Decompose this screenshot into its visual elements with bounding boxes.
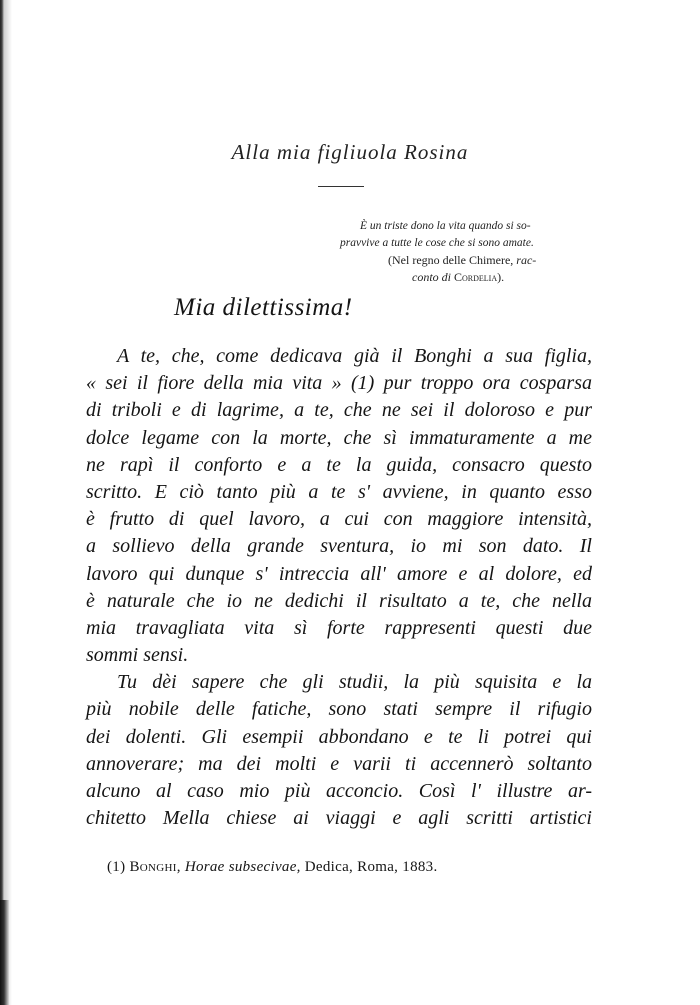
body-line: Tu dèi sapere che gli studii, la più squisita e la <box>117 671 592 694</box>
epigraph-source-line2 <box>388 269 600 286</box>
footnote-marker: (1) <box>107 859 130 875</box>
body-line: alcuno al caso mio più acconcio. Così l' illustre ar- <box>86 780 592 802</box>
epigraph-line: pravvive a tutte le cose che si sono amate. <box>340 237 534 249</box>
body-line: è naturale che io ne dedichi il risultato a te, che nella <box>86 589 592 612</box>
footnote-separator: , <box>176 859 185 875</box>
body-line: di triboli e di lagrime, a te, che ne sei il doloroso e pur <box>86 399 592 422</box>
body-line: è frutto di quel lavoro, a cui con maggiore intensità, <box>86 508 592 531</box>
epigraph-source-line2-italic: conto di <box>412 270 454 284</box>
body-line: più nobile delle fatiche, sono stati sempre il rifugio <box>86 698 592 721</box>
body-line: « sei il fiore della mia vita » (1) pur troppo ora cosparsa <box>86 372 592 395</box>
footnote-author: Bonghi <box>129 859 177 875</box>
body-text <box>86 343 592 832</box>
body-line: A te, che, come dedicava già il Bonghi a sua figlia, <box>117 345 592 367</box>
epigraph <box>340 218 600 286</box>
epigraph-source-prefix: (Nel regno delle Chimere, <box>388 253 517 267</box>
page-binding-edge-bottom <box>0 900 10 1005</box>
dedication-title: Alla mia figliuola Rosina <box>231 140 469 164</box>
epigraph-source-author: Cordelia <box>454 270 498 284</box>
body-line: mia travagliata vita sì forte rappresenti questi due <box>86 616 592 639</box>
body-line: annoverare; ma dei molti e varii ti accennerò soltanto <box>86 752 592 775</box>
body-line: a sollievo della grande sventura, io mi son dato. Il <box>86 535 592 558</box>
footnote-details: Dedica, Roma, 1883. <box>300 859 438 875</box>
body-line: scritto. E ciò tanto più a te s' avviene, in quanto esso <box>86 480 592 503</box>
footnote-work-title: Horae subsecivae, <box>184 859 301 875</box>
body-line: sommi sensi. <box>86 644 189 667</box>
body-line: dei dolenti. Gli esempii abbondano e te li potrei qui <box>86 725 592 748</box>
epigraph-source-italic: rac- <box>516 253 537 267</box>
footnote <box>107 859 438 876</box>
epigraph-line: È un triste dono la vita quando si so- <box>360 220 531 232</box>
epigraph-source <box>340 252 600 286</box>
epigraph-source-suffix: ). <box>497 270 505 284</box>
title-divider <box>318 186 364 187</box>
salutation: Mia dilettissima! <box>174 294 353 321</box>
body-line: dolce legame con la morte, che sì immaturamente a me <box>86 426 592 449</box>
body-line: lavoro qui dunque s' intreccia all' amore e al dolore, ed <box>86 562 592 585</box>
body-line: ne rapì il conforto e a te la guida, consacro questo <box>86 453 592 476</box>
body-line: chitetto Mella chiese ai viaggi e agli scritti artistici <box>86 807 592 830</box>
